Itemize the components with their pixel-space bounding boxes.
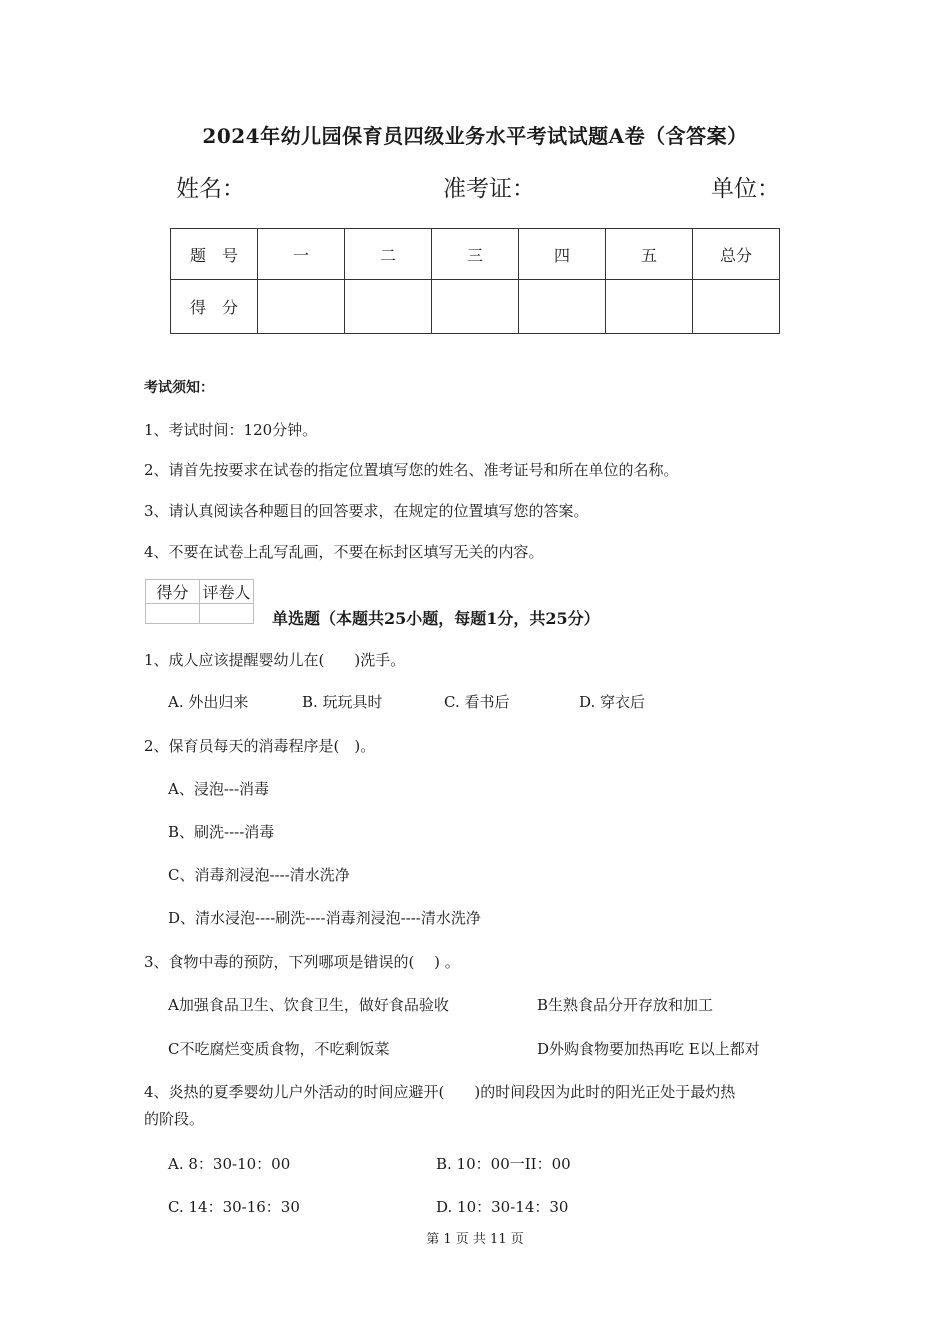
question-3-option-b: B生熟食品分开存放和加工 [537, 996, 714, 1014]
score-table-cell: 得 分 [171, 280, 258, 334]
notice-item: 2、请首先按要求在试卷的指定位置填写您的姓名、准考证号和所在单位的名称。 [144, 461, 679, 479]
question-2-option-b: B、刷洗----消毒 [168, 823, 275, 841]
question-3-option-c: C不吃腐烂变质食物，不吃剩饭菜 [168, 1040, 390, 1058]
question-2-option-d: D、清水浸泡----刷洗----消毒剂浸泡----清水洗净 [168, 909, 481, 927]
grader-name-label: 评卷人 [200, 580, 254, 604]
question-1-option-d: D. 穿衣后 [579, 693, 646, 711]
page-title: 2024年幼儿园保育员四级业务水平考试试题A卷（含答案） [202, 124, 748, 148]
question-3-stem: 3、食物中毒的预防，下列哪项是错误的( ) 。 [144, 953, 460, 971]
score-table-cell: 总分 [693, 229, 780, 280]
score-table-cell: 四 [519, 229, 606, 280]
question-1-option-b: B. 玩玩具时 [302, 693, 383, 711]
question-1-option-c: C. 看书后 [444, 693, 510, 711]
score-table-score-row [171, 280, 780, 334]
notice-item: 4、不要在试卷上乱写乱画，不要在标封区填写无关的内容。 [144, 543, 544, 561]
notice-item: 1、考试时间：120分钟。 [144, 421, 318, 439]
exam-id-label: 准考证： [443, 176, 535, 202]
grader-name-cell[interactable] [200, 604, 254, 624]
question-3-option-d: D外购食物要加热再吃 E以上都对 [537, 1040, 760, 1058]
question-2-stem: 2、保育员每天的消毒程序是( )。 [144, 737, 376, 755]
section-title: 单选题（本题共25小题，每题1分，共25分） [272, 609, 600, 628]
question-1-option-a: A. 外出归来 [168, 693, 249, 711]
unit-label: 单位： [711, 176, 780, 202]
question-1-stem: 1、成人应该提醒婴幼儿在( )洗手。 [144, 651, 406, 669]
question-4-option-b: B. 10：00一II：00 [436, 1155, 571, 1173]
score-table-cell: 一 [258, 229, 345, 280]
score-table-cell: 三 [432, 229, 519, 280]
score-input-cell[interactable] [432, 280, 519, 334]
question-4-option-d: D. 10：30-14：30 [436, 1198, 569, 1216]
question-4-stem-continued: 的阶段。 [144, 1110, 205, 1128]
score-table-cell: 二 [345, 229, 432, 280]
score-input-cell[interactable] [606, 280, 693, 334]
name-label: 姓名： [176, 176, 245, 202]
grader-score-cell[interactable] [146, 604, 200, 624]
question-2-option-c: C、消毒剂浸泡----清水洗净 [168, 866, 350, 884]
score-table-cell: 五 [606, 229, 693, 280]
question-3-option-a: A加强食品卫生、饮食卫生，做好食品验收 [168, 996, 449, 1014]
score-input-cell[interactable] [519, 280, 606, 334]
score-input-cell[interactable] [345, 280, 432, 334]
question-4-stem: 4、炎热的夏季婴幼儿户外活动的时间应避开( )的时间段因为此时的阳光正处于最灼热 [144, 1083, 736, 1101]
question-2-option-a: A、浸泡---消毒 [168, 780, 270, 798]
question-4-option-a: A. 8：30-10：00 [168, 1155, 291, 1173]
score-table-header-row [171, 229, 780, 280]
question-4-option-c: C. 14：30-16：30 [168, 1198, 300, 1216]
page-footer: 第 1 页 共 11 页 [426, 1232, 524, 1247]
notice-heading: 考试须知： [144, 380, 214, 396]
score-input-cell[interactable] [258, 280, 345, 334]
grader-score-label: 得分 [146, 580, 200, 604]
grader-box [145, 579, 254, 624]
notice-item: 3、请认真阅读各种题目的回答要求，在规定的位置填写您的答案。 [144, 502, 589, 520]
score-input-cell[interactable] [693, 280, 780, 334]
score-table-cell: 题 号 [171, 229, 258, 280]
score-table [170, 228, 780, 334]
